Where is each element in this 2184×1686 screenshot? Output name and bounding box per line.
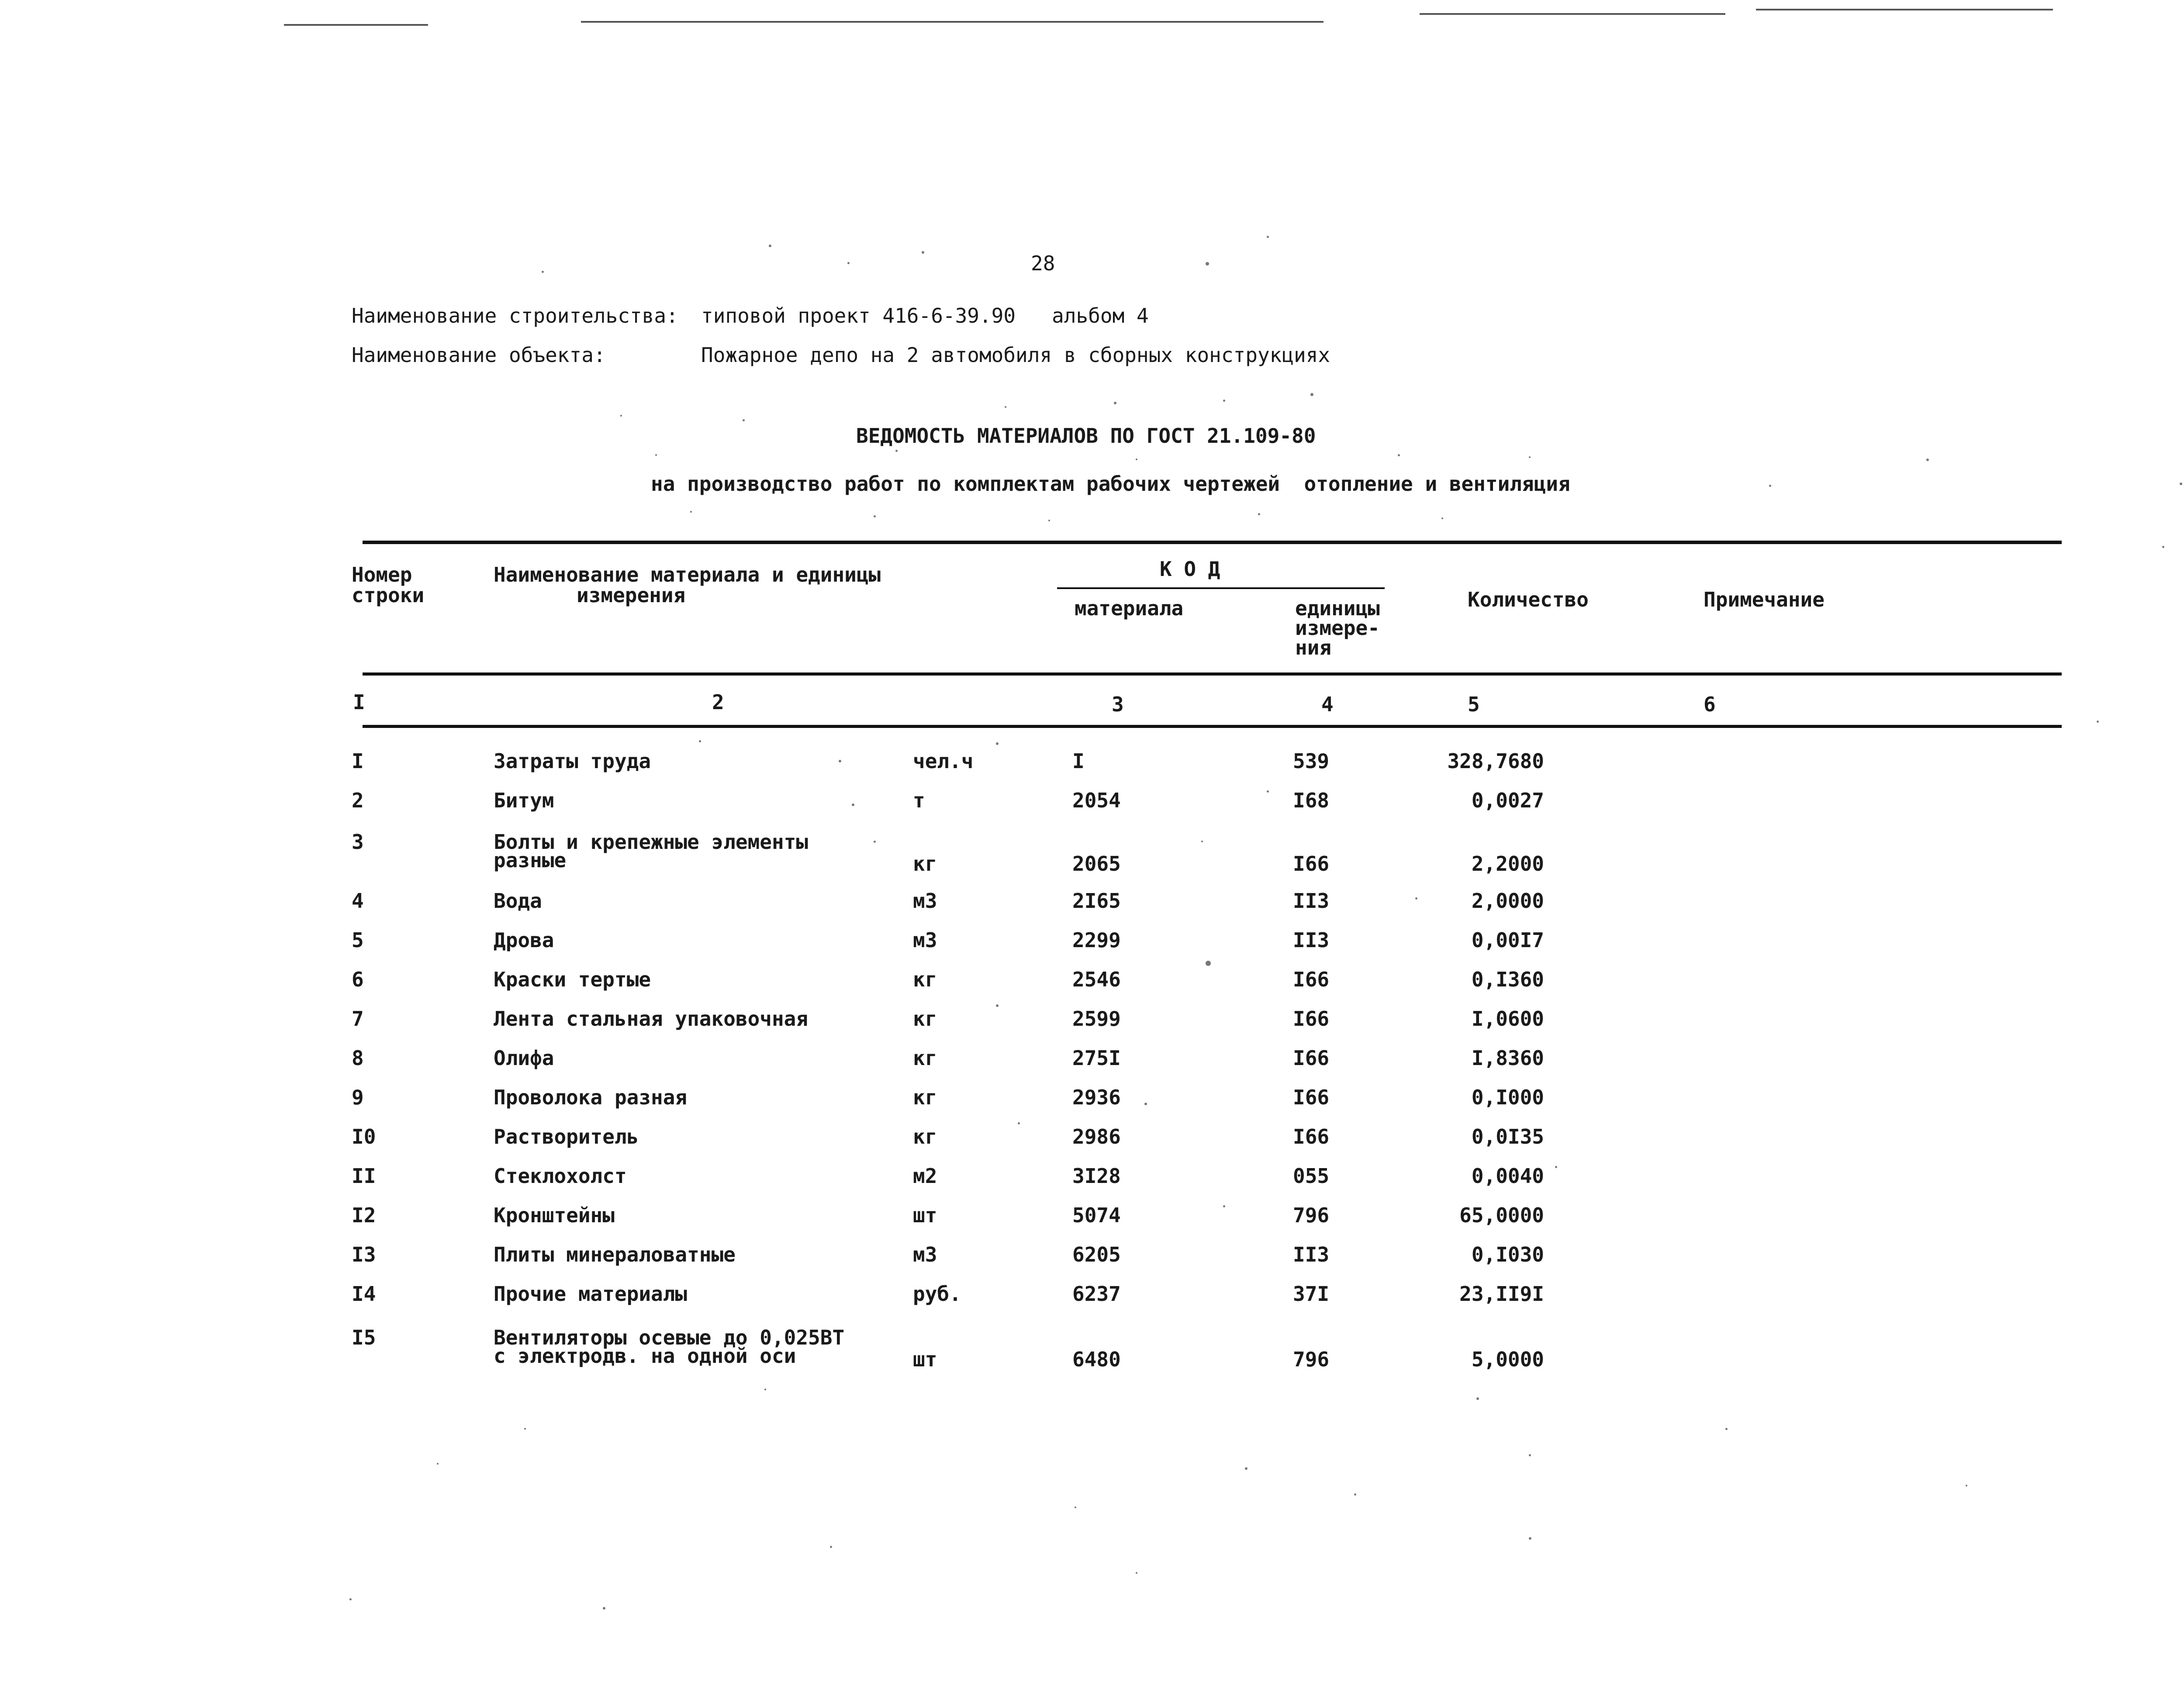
row-number: 5	[352, 928, 364, 952]
material-code: 2546	[1072, 968, 1121, 991]
material-name: Затраты труда	[494, 749, 651, 773]
scan-speck	[996, 1004, 999, 1007]
row-number: I5	[352, 1326, 376, 1349]
unit-name: кг	[913, 1046, 937, 1070]
material-code: 2065	[1072, 852, 1121, 876]
material-code: 2I65	[1072, 889, 1121, 913]
unit-code: II3	[1293, 1243, 1330, 1266]
scan-speck	[1926, 459, 1929, 461]
unit-name: кг	[913, 1125, 937, 1148]
quantity-value: I,0600	[1471, 1007, 1544, 1031]
material-name: Олифа	[494, 1046, 554, 1070]
header-name-2: измерения	[577, 583, 686, 607]
unit-name: шт	[913, 1348, 937, 1371]
document-subtitle: на производство работ по комплектам рабочих чертежей отопление и вентиляция	[651, 472, 1570, 496]
table-top-rule	[363, 541, 2062, 544]
scan-speck	[764, 1389, 766, 1390]
column-number: 4	[1321, 693, 1334, 716]
scan-speck	[1258, 513, 1260, 515]
scan-line	[581, 21, 1324, 23]
scan-speck	[1136, 459, 1137, 460]
unit-name: шт	[913, 1203, 937, 1227]
material-name: Проволока разная	[494, 1086, 688, 1109]
construction-label: Наименование строительства:	[352, 304, 678, 328]
material-code: 2054	[1072, 789, 1121, 812]
scan-speck	[839, 760, 841, 762]
quantity-value: 2,2000	[1471, 852, 1544, 876]
column-numbers-rule	[363, 725, 2062, 728]
material-code: 6237	[1072, 1282, 1121, 1306]
scan-speck	[1048, 520, 1050, 521]
scan-speck	[1005, 406, 1006, 408]
scan-speck	[1267, 790, 1269, 793]
material-code: 6205	[1072, 1243, 1121, 1266]
scan-speck	[830, 1546, 832, 1548]
material-name: Вода	[494, 889, 542, 913]
row-number: II	[352, 1164, 376, 1188]
scan-speck	[1201, 841, 1203, 842]
header-row-no-2: строки	[352, 583, 425, 607]
material-code: 275I	[1072, 1046, 1121, 1070]
material-name: Растворитель	[494, 1125, 639, 1148]
scan-speck	[1555, 1166, 1557, 1168]
column-number: 6	[1704, 693, 1716, 716]
document-title: ВЕДОМОСТЬ МАТЕРИАЛОВ ПО ГОСТ 21.109-80	[856, 424, 1316, 448]
scan-speck	[1223, 1205, 1225, 1207]
scan-line	[1756, 9, 2053, 10]
row-number: I3	[352, 1243, 376, 1266]
header-name: Наименование материала и единицы	[494, 563, 881, 586]
code-header-rule	[1057, 587, 1385, 589]
scan-speck	[1223, 400, 1225, 402]
scan-speck	[542, 271, 544, 273]
quantity-value: 0,0I35	[1471, 1125, 1544, 1148]
row-number: 3	[352, 830, 364, 854]
scan-speck	[1206, 961, 1211, 966]
scan-speck	[349, 1598, 352, 1600]
object-value: Пожарное депо на 2 автомобиля в сборных конструкциях	[701, 343, 1330, 367]
scan-speck	[895, 450, 898, 452]
row-number: 2	[352, 789, 364, 812]
unit-code: I68	[1293, 789, 1330, 812]
unit-code: I66	[1293, 1046, 1330, 1070]
material-code: 2986	[1072, 1125, 1121, 1148]
quantity-value: 0,I030	[1471, 1243, 1544, 1266]
scan-speck	[996, 742, 999, 745]
scan-speck	[1075, 1507, 1076, 1508]
unit-code: 796	[1293, 1348, 1330, 1371]
scan-speck	[1136, 1572, 1137, 1574]
unit-code: II3	[1293, 928, 1330, 952]
scan-speck	[1529, 456, 1531, 458]
material-code: 3I28	[1072, 1164, 1121, 1188]
scan-speck	[1310, 393, 1313, 396]
scan-speck	[1144, 1103, 1147, 1105]
material-name: Лента стальная упаковочная	[494, 1007, 809, 1031]
quantity-value: 65,0000	[1459, 1203, 1544, 1227]
unit-name: т	[913, 789, 925, 812]
scan-speck	[620, 415, 622, 417]
header-code-unit-3: ния	[1295, 636, 1332, 659]
quantity-value: 328,7680	[1447, 749, 1544, 773]
unit-name: м3	[913, 1243, 937, 1266]
scan-speck	[2180, 483, 2182, 485]
scan-speck	[1415, 897, 1417, 900]
column-number: I	[353, 690, 365, 714]
scan-speck	[1114, 402, 1116, 404]
unit-name: чел.ч	[913, 749, 974, 773]
scan-speck	[1529, 1537, 1531, 1540]
unit-name: м3	[913, 928, 937, 952]
row-number: I4	[352, 1282, 376, 1306]
scan-speck	[1018, 1122, 1020, 1124]
scan-speck	[1725, 1428, 1728, 1430]
header-quantity: Количество	[1468, 588, 1589, 611]
scan-line	[284, 24, 428, 26]
scan-speck	[603, 1607, 605, 1610]
header-code-unit-2: измере-	[1295, 616, 1380, 640]
quantity-value: 2,0000	[1471, 889, 1544, 913]
row-number: 8	[352, 1046, 364, 1070]
row-number: I	[352, 749, 364, 773]
quantity-value: I,8360	[1471, 1046, 1544, 1070]
scan-speck	[1206, 262, 1209, 265]
material-name: Дрова	[494, 928, 554, 952]
quantity-value: 5,0000	[1471, 1348, 1544, 1371]
material-name: Болты и крепежные элементы	[494, 830, 809, 854]
material-code: 2936	[1072, 1086, 1121, 1109]
material-name: Вентиляторы осевые до 0,025ВТ	[494, 1326, 845, 1349]
unit-code: 796	[1293, 1203, 1330, 1227]
column-number: 5	[1468, 693, 1480, 716]
unit-name: руб.	[913, 1282, 961, 1306]
header-bottom-rule	[363, 672, 2062, 676]
material-name: Кронштейны	[494, 1203, 615, 1227]
scan-line	[1420, 13, 1725, 15]
material-name: Плиты минераловатные	[494, 1243, 736, 1266]
scan-speck	[847, 262, 850, 264]
scan-speck	[1398, 454, 1400, 456]
header-code: К О Д	[1160, 557, 1220, 581]
scan-speck	[655, 454, 657, 456]
scan-speck	[1476, 1397, 1479, 1400]
unit-name: кг	[913, 968, 937, 991]
unit-code: I66	[1293, 1007, 1330, 1031]
scan-speck	[743, 419, 745, 421]
object-label: Наименование объекта:	[352, 343, 606, 367]
construction-value: типовой проект 416-6-39.90 альбом 4	[701, 304, 1149, 328]
material-name: Битум	[494, 789, 554, 812]
scan-speck	[852, 803, 854, 806]
scan-speck	[874, 515, 876, 517]
unit-code: I66	[1293, 1125, 1330, 1148]
quantity-value: 0,0040	[1471, 1164, 1544, 1188]
row-number: I2	[352, 1203, 376, 1227]
scan-speck	[2162, 546, 2164, 548]
quantity-value: 0,I000	[1471, 1086, 1544, 1109]
material-name: Прочие материалы	[494, 1282, 688, 1306]
material-code: 5074	[1072, 1203, 1121, 1227]
unit-code: 37I	[1293, 1282, 1330, 1306]
unit-code: 539	[1293, 749, 1330, 773]
row-number: 9	[352, 1086, 364, 1109]
scan-speck	[1529, 1454, 1531, 1456]
material-name-line2: с электродв. на одной оси	[494, 1344, 796, 1368]
material-code: 6480	[1072, 1348, 1121, 1371]
scan-speck	[699, 740, 701, 742]
unit-code: II3	[1293, 889, 1330, 913]
unit-code: 055	[1293, 1164, 1330, 1188]
column-number: 2	[712, 690, 724, 714]
material-name: Стеклохолст	[494, 1164, 627, 1188]
page-number: 28	[1031, 252, 1055, 275]
unit-name: м2	[913, 1164, 937, 1188]
scan-speck	[874, 841, 876, 843]
unit-code: I66	[1293, 968, 1330, 991]
scan-speck	[769, 245, 771, 247]
scan-speck	[1966, 1485, 1967, 1486]
quantity-value: 0,00I7	[1471, 928, 1544, 952]
unit-code: I66	[1293, 852, 1330, 876]
scan-speck	[1441, 517, 1443, 519]
scan-speck	[690, 511, 692, 513]
scan-speck	[437, 1463, 439, 1465]
scan-speck	[1267, 236, 1269, 238]
quantity-value: 0,I360	[1471, 968, 1544, 991]
header-code-unit: единицы	[1295, 596, 1380, 620]
unit-name: м3	[913, 889, 937, 913]
row-number: 6	[352, 968, 364, 991]
material-code: 2299	[1072, 928, 1121, 952]
quantity-value: 0,0027	[1471, 789, 1544, 812]
header-code-material: материала	[1075, 596, 1184, 620]
unit-code: I66	[1293, 1086, 1330, 1109]
header-note: Примечание	[1704, 588, 1825, 611]
scan-speck	[1245, 1467, 1248, 1470]
column-number: 3	[1112, 693, 1124, 716]
scan-speck	[524, 1428, 526, 1430]
row-number: 4	[352, 889, 364, 913]
scan-speck	[1769, 485, 1771, 487]
material-code: 2599	[1072, 1007, 1121, 1031]
row-number: I0	[352, 1125, 376, 1148]
material-name-line2: разные	[494, 848, 567, 872]
quantity-value: 23,II9I	[1459, 1282, 1544, 1306]
header-row-no: Номер	[352, 563, 412, 586]
scan-speck	[922, 251, 924, 254]
unit-name: кг	[913, 1007, 937, 1031]
unit-name: кг	[913, 1086, 937, 1109]
scan-speck	[2097, 721, 2099, 723]
scan-speck	[1354, 1493, 1356, 1496]
row-number: 7	[352, 1007, 364, 1031]
material-name: Краски тертые	[494, 968, 651, 991]
material-code: I	[1072, 749, 1085, 773]
unit-name: кг	[913, 852, 937, 876]
